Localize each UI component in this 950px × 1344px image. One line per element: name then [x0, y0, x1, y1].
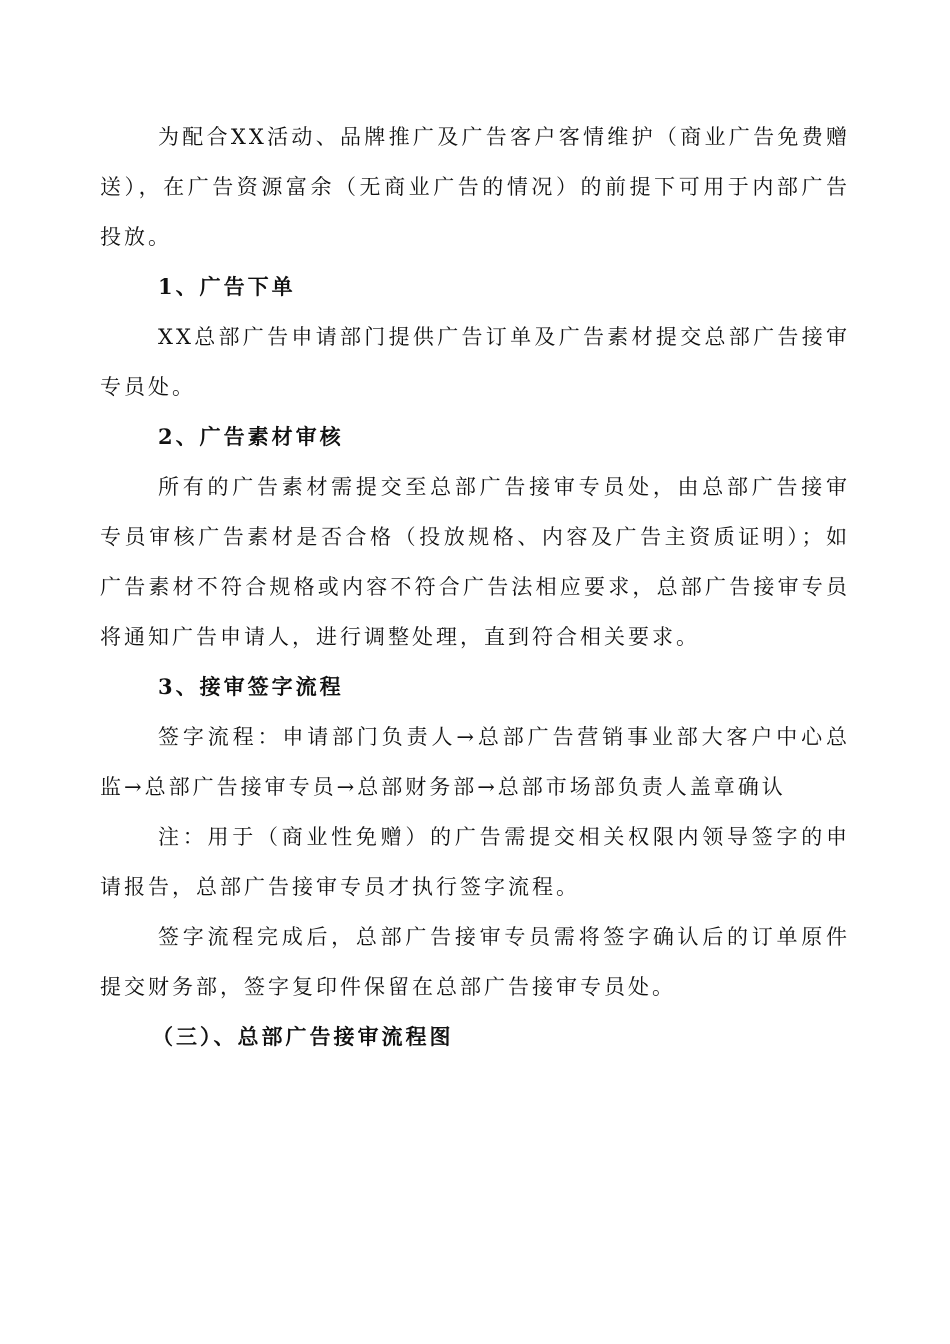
review-paragraph: 所有的广告素材需提交至总部广告接审专员处，由总部广告接审专员审核广告素材是否合格（投放规格、内容及广告主资质证明）；如广告素材不符合规格或内容不符合广告法相应要求，总部广告接审专员将通知广告申请人，进行调整处理，直到符合相关要求。 — [100, 475, 850, 649]
section-heading-order: 1、广告下单 — [158, 274, 296, 299]
note-paragraph: 注：用于（商业性免赠）的广告需提交相关权限内领导签字的申请报告，总部广告接审专员才执行签字流程。 — [100, 825, 850, 899]
section-heading-signing: 3、接审签字流程 — [158, 674, 344, 699]
section-heading-flowchart: （三）、总部广告接审流程图 — [152, 1024, 454, 1049]
signing-flow-paragraph: 签字流程：申请部门负责人→总部广告营销事业部大客户中心总监→总部广告接审专员→总部财务部→总部市场部负责人盖章确认 — [100, 725, 850, 799]
section-heading-review: 2、广告素材审核 — [158, 424, 344, 449]
document-page — [100, 112, 850, 1062]
order-paragraph: XX总部广告申请部门提供广告订单及广告素材提交总部广告接审专员处。 — [100, 325, 850, 399]
completion-paragraph: 签字流程完成后，总部广告接审专员需将签字确认后的订单原件提交财务部，签字复印件保留在总部广告接审专员处。 — [100, 925, 850, 999]
intro-paragraph: 为配合XX活动、品牌推广及广告客户客情维护（商业广告免费赠送），在广告资源富余（无商业广告的情况）的前提下可用于内部广告投放。 — [100, 125, 850, 249]
